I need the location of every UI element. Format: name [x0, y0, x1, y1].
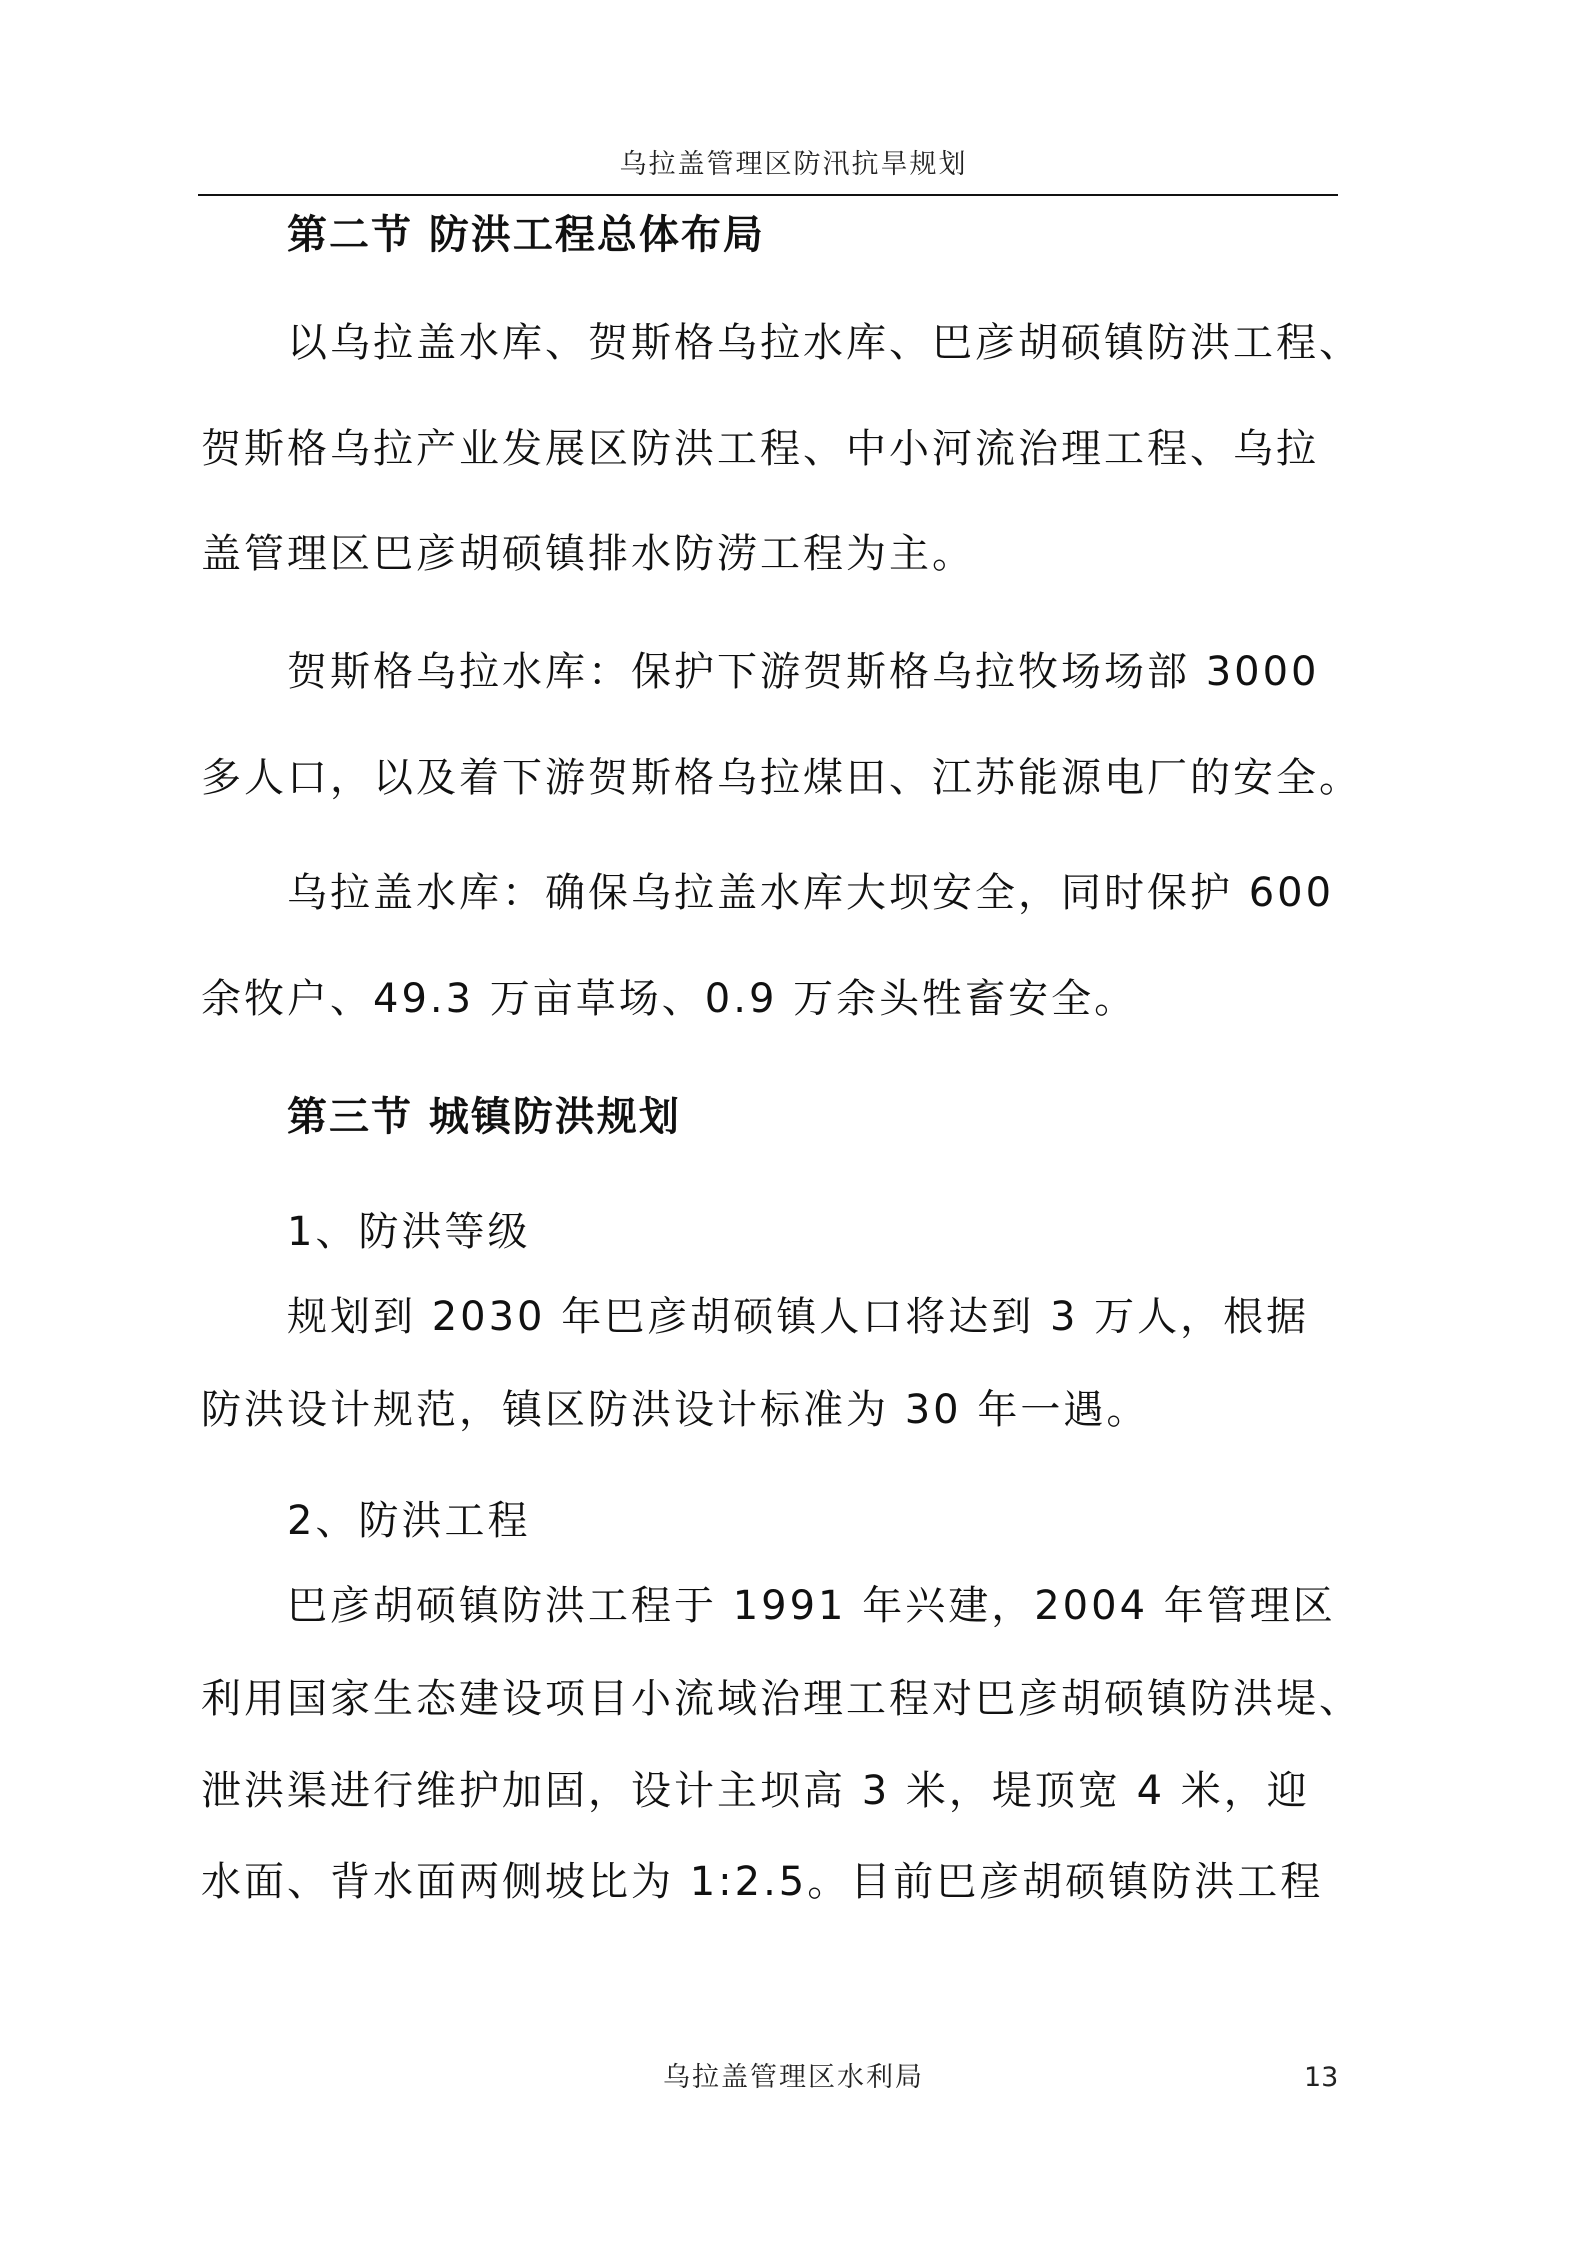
paragraph-line: 防洪设计规范，镇区防洪设计标准为 30 年一遇。 — [201, 1387, 1150, 1433]
paragraph-line: 贺斯格乌拉水库：保护下游贺斯格乌拉牧场场部 3000 — [287, 649, 1320, 695]
subsection-title: 2、防洪工程 — [287, 1498, 531, 1544]
page-footer: 乌拉盖管理区水利局 — [663, 2062, 924, 2093]
paragraph-line: 余牧户、49.3 万亩草场、0.9 万余头牲畜安全。 — [201, 976, 1138, 1022]
paragraph-line: 泄洪渠进行维护加固，设计主坝高 3 米，堤顶宽 4 米，迎 — [201, 1768, 1310, 1814]
paragraph-line: 盖管理区巴彦胡硕镇排水防涝工程为主。 — [201, 531, 975, 577]
section-heading: 第三节 城镇防洪规划 — [287, 1093, 681, 1140]
page-header: 乌拉盖管理区防汛抗旱规划 — [619, 149, 968, 180]
paragraph-line: 水面、背水面两侧坡比为 1:2.5。目前巴彦胡硕镇防洪工程 — [201, 1859, 1324, 1905]
paragraph-line: 规划到 2030 年巴彦胡硕镇人口将达到 3 万人，根据 — [287, 1294, 1310, 1340]
subsection-title: 1、防洪等级 — [287, 1209, 531, 1255]
paragraph-line: 贺斯格乌拉产业发展区防洪工程、中小河流治理工程、乌拉 — [201, 426, 1319, 472]
paragraph-line: 巴彦胡硕镇防洪工程于 1991 年兴建，2004 年管理区 — [287, 1583, 1336, 1629]
header-divider — [198, 194, 1338, 196]
paragraph-line: 乌拉盖水库：确保乌拉盖水库大坝安全，同时保护 600 — [287, 870, 1335, 916]
section-heading: 第二节 防洪工程总体布局 — [287, 211, 765, 258]
paragraph-line: 利用国家生态建设项目小流域治理工程对巴彦胡硕镇防洪堤、 — [201, 1676, 1362, 1722]
paragraph-line: 多人口，以及着下游贺斯格乌拉煤田、江苏能源电厂的安全。 — [201, 755, 1362, 801]
paragraph-line: 以乌拉盖水库、贺斯格乌拉水库、巴彦胡硕镇防洪工程、 — [287, 320, 1362, 366]
page-number: 13 — [1304, 2062, 1339, 2093]
